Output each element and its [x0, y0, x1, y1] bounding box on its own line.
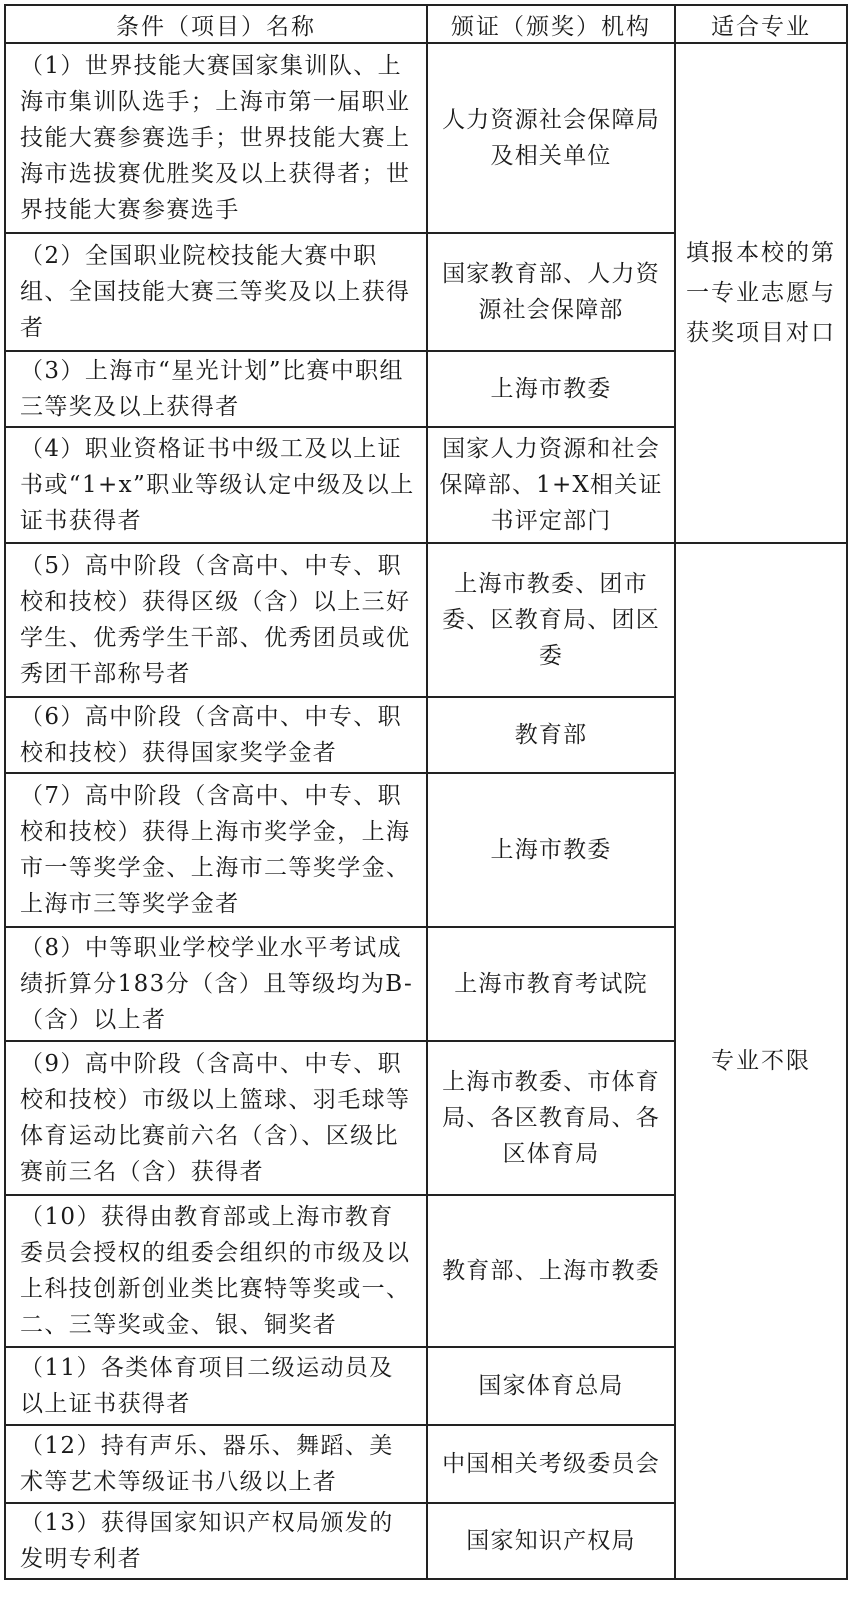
condition-cell: （10）获得由教育部或上海市教育委员会授权的组委会组织的市级及以上科技创新创业类比赛特等奖或一、二、三等奖或金、银、铜奖者	[5, 1195, 427, 1347]
organization-cell: 国家人力资源和社会保障部、1+X相关证书评定部门	[427, 427, 675, 543]
condition-cell: （1）世界技能大赛国家集训队、上海市集训队选手；上海市第一届职业技能大赛参赛选手；世界技能大赛上海市选拔赛优胜奖及以上获得者；世界技能大赛参赛选手	[5, 43, 427, 233]
header-organization: 颁证（颁奖）机构	[427, 5, 675, 43]
condition-cell: （13）获得国家知识产权局颁发的发明专利者	[5, 1503, 427, 1579]
organization-cell: 人力资源社会保障局及相关单位	[427, 43, 675, 233]
organization-cell: 上海市教委、团市委、区教育局、团区委	[427, 543, 675, 697]
major-cell-unlimited: 专业不限	[675, 543, 847, 1579]
organization-cell: 上海市教育考试院	[427, 927, 675, 1041]
eligibility-table	[4, 4, 848, 1580]
condition-cell: （12）持有声乐、器乐、舞蹈、美术等艺术等级证书八级以上者	[5, 1425, 427, 1503]
organization-cell: 教育部、上海市教委	[427, 1195, 675, 1347]
organization-cell: 上海市教委	[427, 773, 675, 927]
organization-cell: 教育部	[427, 697, 675, 773]
condition-cell: （6）高中阶段（含高中、中专、职校和技校）获得国家奖学金者	[5, 697, 427, 773]
table-row	[5, 43, 847, 233]
header-condition: 条件（项目）名称	[5, 5, 427, 43]
organization-cell: 国家知识产权局	[427, 1503, 675, 1579]
condition-cell: （8）中等职业学校学业水平考试成绩折算分183分（含）且等级均为B-（含）以上者	[5, 927, 427, 1041]
organization-cell: 上海市教委、市体育局、各区教育局、各区体育局	[427, 1041, 675, 1195]
table-row	[5, 543, 847, 697]
condition-cell: （2）全国职业院校技能大赛中职组、全国技能大赛三等奖及以上获得者	[5, 233, 427, 351]
header-major: 适合专业	[675, 5, 847, 43]
condition-cell: （3）上海市“星光计划”比赛中职组三等奖及以上获得者	[5, 351, 427, 427]
organization-cell: 国家体育总局	[427, 1347, 675, 1425]
table-header-row	[5, 5, 847, 43]
organization-cell: 国家教育部、人力资源社会保障部	[427, 233, 675, 351]
organization-cell: 上海市教委	[427, 351, 675, 427]
condition-cell: （5）高中阶段（含高中、中专、职校和技校）获得区级（含）以上三好学生、优秀学生干部、优秀团员或优秀团干部称号者	[5, 543, 427, 697]
condition-cell: （4）职业资格证书中级工及以上证书或“1+x”职业等级认定中级及以上证书获得者	[5, 427, 427, 543]
major-cell-matching: 填报本校的第一专业志愿与获奖项目对口	[675, 43, 847, 543]
condition-cell: （11）各类体育项目二级运动员及以上证书获得者	[5, 1347, 427, 1425]
condition-cell: （9）高中阶段（含高中、中专、职校和技校）市级以上篮球、羽毛球等体育运动比赛前六名（含）、区级比赛前三名（含）获得者	[5, 1041, 427, 1195]
organization-cell: 中国相关考级委员会	[427, 1425, 675, 1503]
condition-cell: （7）高中阶段（含高中、中专、职校和技校）获得上海市奖学金，上海市一等奖学金、上海市二等奖学金、上海市三等奖学金者	[5, 773, 427, 927]
